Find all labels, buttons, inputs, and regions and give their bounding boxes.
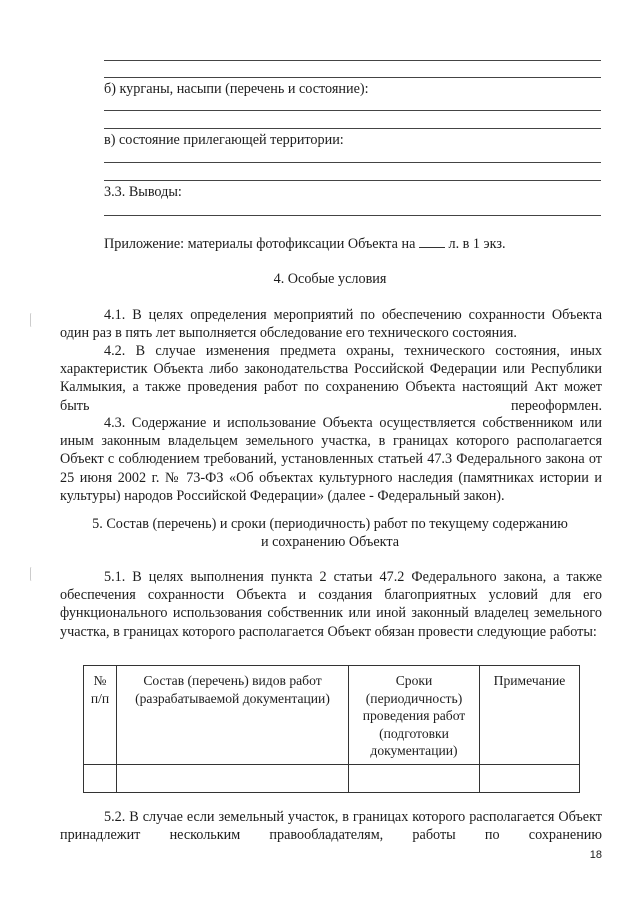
item-b-label: б) курганы, насыпи (перечень и состояние): [104,81,369,97]
table-cell [349,764,480,792]
paragraph-4-3: 4.3. Содержание и использование Объекта осуществляется собственником или иным законным владельцем земельного участка, в границах которого располагается Объект с соблюдением требований, установленных статьей 47.3 Федерального закона от 25 июня 2002 г. № 73-ФЗ «Об объектах культурного наследия (памятниках истории и культуры) народов Российской Федерации» (далее - Федеральный закон). [60,415,602,504]
scan-margin-mark [30,567,33,581]
conclusions-label: 3.3. Выводы: [104,184,182,200]
paragraph-5-1: 5.1. В целях выполнения пункта 2 статьи 47.2 Федерального закона, а также обеспечения сохранности Объекта и создания благоприятных условий для его функционального использования собственник или иной законный владелец земельного участка, в границах которого располагается Объект обязан провести следующие работы: [60,569,602,640]
paragraph-5-2: 5.2. В случае если земельный участок, в границах которого располагается Объект принадлежит нескольким правообладателям, работы по сохранению [60,809,602,844]
works-table [83,665,580,793]
page-number: 18 [589,849,602,861]
table-cell [117,764,349,792]
scan-margin-mark [30,313,33,327]
fill-in-line [104,128,601,129]
fill-in-line [104,110,601,111]
paragraph-4-2: 4.2. В случае изменения предмета охраны, технического состояния, иных характеристик Объекта либо законодательства Российской Федерации или Республики Калмыкия, а также проведения работ по сохранению Объекта настоящий Акт может быть переоформлен. [60,343,602,414]
section-5-title-line-2: и сохранению Объекта [260,534,399,550]
table-row [84,764,580,792]
table-header-row [84,666,580,765]
header-terms: Сроки (периодичность) проведения работ (подготовки документации) [349,666,480,765]
appendix-prefix: Приложение: материалы фотофиксации Объекта на [104,236,416,252]
fill-in-line [104,180,601,181]
item-v-label: в) состояние прилегающей территории: [104,132,344,148]
fill-in-line [104,215,601,216]
table-cell [84,764,117,792]
fill-in-line [104,60,601,61]
table-cell [480,764,580,792]
fill-in-line [104,77,601,78]
header-note: Примечание [480,666,580,765]
header-works: Состав (перечень) видов работ (разрабатываемой документации) [117,666,349,765]
fill-in-line [104,162,601,163]
appendix-line [104,235,600,253]
section-5-title-line-1: 5. Состав (перечень) и сроки (периодичность) работ по текущему содержанию [92,516,568,532]
appendix-blank [419,235,445,248]
section-4-title: 4. Особые условия [273,271,387,287]
appendix-suffix: л. в 1 экз. [448,236,506,252]
header-number: № п/п [84,666,117,765]
paragraph-4-1: 4.1. В целях определения мероприятий по обеспечению сохранности Объекта один раз в пять лет выполняется обследование его технического состояния. [60,307,602,342]
